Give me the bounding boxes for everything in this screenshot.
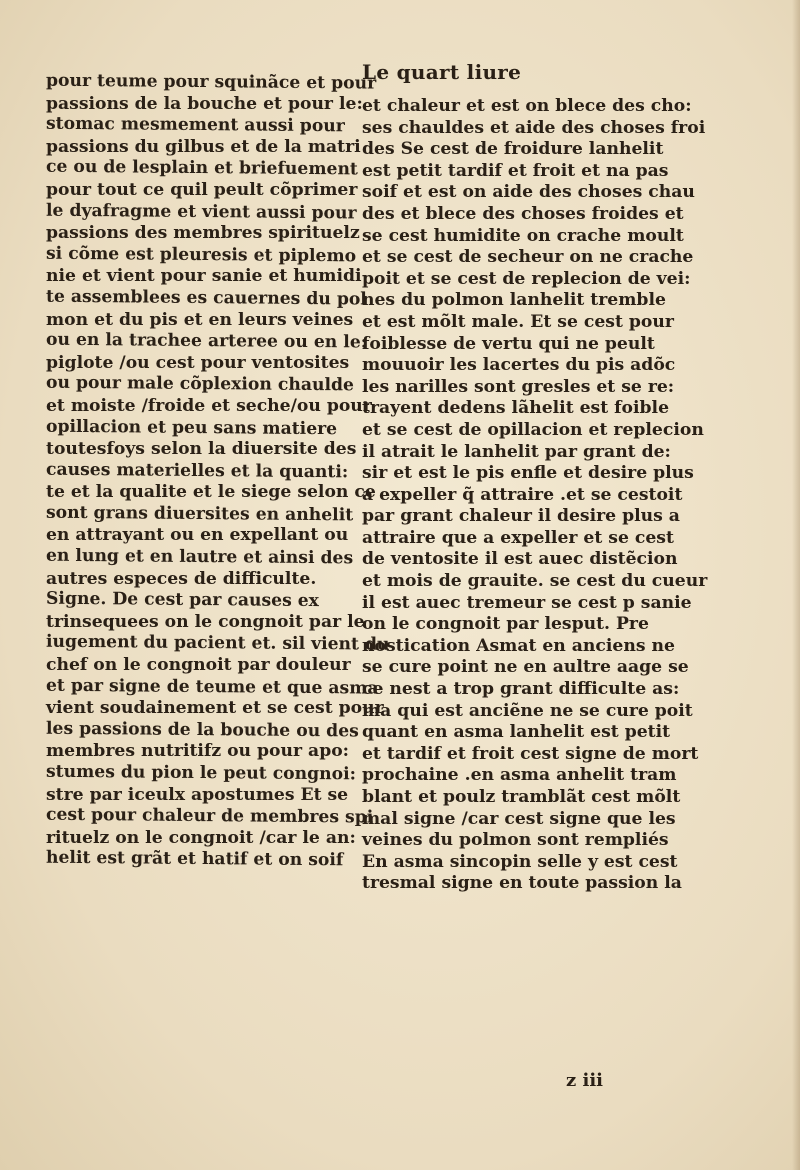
text-line: blant et poulz tramblãt cest mõlt [362,787,681,807]
text-line: il atrait le lanhelit par grant de: [362,441,671,462]
text-line: membres nutritifz ou pour apo: [46,741,350,762]
text-line: passions des membres spirituelz [46,223,360,244]
text-line: prochaine .en asma anhelit tram [362,765,677,786]
text-line: de ventosite il est auec distẽcion [362,549,678,570]
text-line: stomac mesmement aussi pour [46,113,345,137]
text-line: ou en la trachee arteree ou en le: [46,329,368,353]
text-line: et mois de grauite. se cest du cueur [362,571,708,592]
text-line: helit est grãt et hatif et on soif [46,848,344,871]
page-edge-shadow [792,0,800,1170]
text-line: sir et est le pis enfle et desire plus [362,463,694,484]
text-line: nostication Asmat en anciens ne [362,635,675,656]
text-line: mon et du pis et en leurs veines [46,309,354,330]
text-line: est petit tardif et froit et na pas [362,160,669,181]
text-line: soif et est on aide des choses chau [362,182,695,203]
left-text-column [46,70,390,871]
text-line: ma qui est anciẽne ne se cure poit [362,700,693,721]
text-line: en attrayant ou en expellant ou [46,525,349,546]
text-line: mal signe /car cest signe que les [362,808,676,829]
text-line: veines du polmon sont rempliés [362,830,669,851]
text-line: si cõme est pleuresis et piplemo [46,243,357,267]
text-line: ce nest a trop grant difficulte as: [362,679,680,700]
text-line: et se cest de opillacion et replecion [362,419,704,440]
text-line: les narilles sont gresles et se re: [362,376,675,397]
text-line: en lung et en lautre et ainsi des [46,545,354,569]
text-line: pour teume pour squinãce et pour [46,70,377,94]
running-title: Le quart liure [362,60,522,84]
text-line: des Se cest de froidure lanhelit [362,139,664,160]
text-line: te assemblees es cauernes du pol [46,286,367,310]
text-line: nes du polmon lanhelit tremble [362,290,666,311]
text-line: et chaleur et est on blece des cho: [362,96,692,116]
text-line: te et la qualite et le siege selon ce [46,482,376,503]
text-line: poit et se cest de replecion de vei: [362,268,691,289]
text-line: passions du gilbus et de la matri [46,136,361,157]
text-line: et tardif et froit cest signe de mort [362,743,699,764]
text-line: foiblesse de vertu qui ne peult [362,333,655,354]
text-line: toutesfoys selon la diuersite des [46,439,357,460]
text-line: opillacion et peu sans matiere [46,416,338,439]
text-line: autres especes de difficulte. [46,568,317,589]
text-line: le dyafragme et vient aussi pour [46,200,357,223]
text-line: et se cest de secheur on ne crache [362,247,694,268]
text-line: chef on le congnoit par douleur [46,655,351,676]
text-line: En asma sincopin selle y est cest [362,851,678,872]
text-line: rituelz on le congnoit /car le an: [46,827,356,848]
text-line: et par signe de teume et que asma [46,675,379,699]
text-line: stre par iceulx apostumes Et se [46,784,349,805]
text-line: se cure point ne en aultre aage se [362,657,689,678]
text-line: et moiste /froide et seche/ou pour [46,395,372,416]
text-line: se cest humidite on crache moult [362,225,684,246]
text-line: les passions de la bouche ou des [46,718,359,742]
text-line: Signe. De cest par causes ex [46,588,319,612]
text-line: il est auec tremeur se cest p sanie [362,592,692,613]
text-line: ses chauldes et aide des choses froi [362,117,706,138]
text-line: a expeller q̃ attraire .et se cestoit [362,484,683,505]
text-line: mouuoir les lacertes du pis adõc [362,355,676,376]
text-line: stumes du pion le peut congnoi: [46,761,356,785]
signature-mark: z iii [566,1070,604,1091]
text-line: trayent dedens lãhelit est foible [362,398,670,419]
text-line: sont grans diuersites en anhelit [46,502,354,526]
text-line: causes materielles et la quanti: [46,459,349,483]
text-line: par grant chaleur il desire plus a [362,506,680,527]
right-text-column [362,96,708,895]
text-line: iugement du pacient et. sil vient du [46,632,390,656]
text-line: des et blece des choses froides et [362,203,684,224]
text-line: quant en asma lanhelit est petit [362,722,671,743]
text-line: ou pour male cõplexion chaulde [46,373,354,396]
text-line: on le congnoit par lesput. Pre [362,614,649,635]
text-line: trinsequees on le congnoit par le [46,611,365,632]
text-line: tresmal signe en toute passion la [362,873,682,894]
text-line: passions de la bouche et pour le: [46,93,363,114]
text-line: pour tout ce quil peult cõprimer [46,179,358,200]
text-line: cest pour chaleur de membres spi [46,804,374,828]
text-line: attraire que a expeller et se cest [362,527,674,548]
text-line: et est mõlt male. Et se cest pour [362,311,674,332]
text-line: piglote /ou cest pour ventosites [46,352,350,373]
text-line: nie et vient pour sanie et humidi [46,266,362,287]
text-line: ce ou de lesplain et briefuement [46,157,358,180]
text-line: vient soudainement et se cest pour [46,698,384,719]
